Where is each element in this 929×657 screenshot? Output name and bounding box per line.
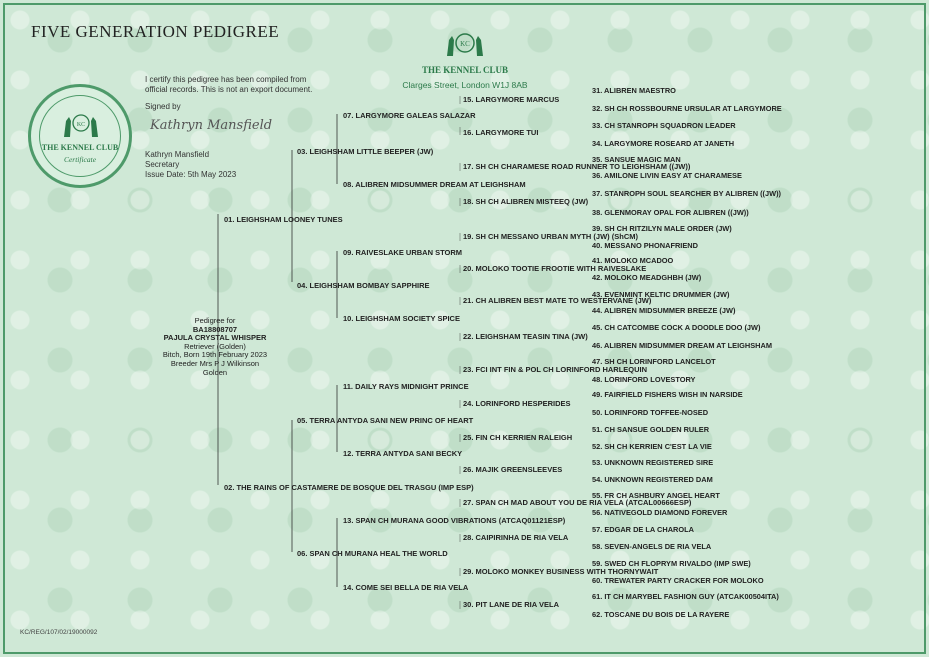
breeder: Breeder Mrs P J Wilkinson — [170, 358, 260, 368]
svg-text:KC: KC — [460, 40, 470, 48]
ancestor-39: 39. SH CH RITZILYN MALE ORDER (JW) — [592, 224, 732, 233]
ancestor-45: 45. CH CATCOMBE COCK A DOODLE DOO (JW) — [592, 323, 761, 332]
sex-dob: Bitch, Born 19th February 2023 — [162, 350, 268, 360]
signer-name: Kathryn Mansfield — [145, 150, 210, 159]
ancestor-23: 23. FCI INT FIN & POL CH LORINFORD HARLEQUIN — [463, 365, 648, 374]
ancestor-51: 51. CH SANSUE GOLDEN RULER — [592, 425, 710, 434]
sire: 01. LEIGHSHAM LOONEY TUNES — [224, 215, 343, 224]
ancestor-32: 32. SH CH ROSSBOURNE URSULAR AT LARGYMORE — [592, 104, 782, 113]
ancestor-33: 33. CH STANROPH SQUADRON LEADER — [592, 121, 736, 130]
form-serial: 000092 — [75, 629, 98, 636]
ancestor-22: 22. LEIGHSHAM TEASIN TINA (JW) — [463, 332, 588, 341]
ancestor-09: 09. RAIVESLAKE URBAN STORM — [343, 248, 463, 257]
ancestor-08: 08. ALIBREN MIDSUMMER DREAM AT LEIGHSHAM — [343, 180, 526, 189]
ancestor-26: 26. MAJIK GREENSLEEVES — [463, 465, 563, 474]
kennel-club-name: THE KENNEL CLUB — [421, 65, 509, 75]
seal-name: THE KENNEL CLUB — [41, 143, 119, 152]
ancestor-07: 07. LARGYMORE GALEAS SALAZAR — [343, 111, 476, 120]
dog-name: PAJULA CRYSTAL WHISPER — [163, 333, 267, 343]
ancestor-53: 53. UNKNOWN REGISTERED SIRE — [592, 458, 714, 467]
ancestor-48: 48. LORINFORD LOVESTORY — [592, 375, 696, 384]
ancestor-44: 44. ALIBREN MIDSUMMER BREEZE (JW) — [592, 306, 736, 315]
ancestor-61: 61. IT CH MARYBEL FASHION GUY (ATCAK00504ITA) — [592, 592, 779, 601]
ancestor-57: 57. EDGAR DE LA CHAROLA — [592, 525, 694, 534]
ancestor-36: 36. AMILONE LIVIN EASY AT CHARAMESE — [592, 171, 742, 180]
ancestor-17: 17. SH CH CHARAMESE ROAD RUNNER TO LEIGHSHAM ((JW)) — [463, 162, 691, 171]
ancestor-27: 27. SPAN CH MAD ABOUT YOU DE RIA VELA (ATCAL00666ESP) — [463, 498, 692, 507]
form-reference — [20, 629, 97, 636]
ancestor-29: 29. MOLOKO MONKEY BUSINESS WITH THORNYWAIT — [463, 567, 659, 576]
ancestor-31: 31. ALIBREN MAESTRO — [592, 86, 676, 95]
ancestor-24: 24. LORINFORD HESPERIDES — [463, 399, 571, 408]
issue-date: Issue Date: 5th May 2023 — [145, 170, 237, 179]
ancestor-25: 25. FIN CH KERRIEN RALEIGH — [463, 433, 573, 442]
dam: 02. THE RAINS OF CASTAMERE DE BOSQUE DEL TRASGU (IMP ESP) — [224, 483, 474, 492]
ancestor-20: 20. MOLOKO TOOTIE FROOTIE WITH RAIVESLAKE — [463, 264, 647, 273]
ancestor-42: 42. MOLOKO MEADGHBH (JW) — [592, 273, 702, 282]
ancestor-19: 19. SH CH MESSANO URBAN MYTH (JW) (ShCM) — [463, 232, 639, 241]
svg-text:KC: KC — [76, 122, 86, 128]
registration-number: BA18808707 — [192, 324, 238, 334]
ancestor-15: 15. LARGYMORE MARCUS — [463, 95, 560, 104]
breed: Retriever (Golden) — [184, 341, 246, 351]
ancestor-13: 13. SPAN CH MURANA GOOD VIBRATIONS (ATCAQ01121ESP) — [343, 516, 566, 525]
ancestor-56: 56. NATIVEGOLD DIAMOND FOREVER — [592, 508, 728, 517]
certification-statement: I certify this pedigree has been compiled from official records. This is not an export document. — [145, 75, 313, 94]
ancestor-30: 30. PIT LANE DE RIA VELA — [463, 600, 559, 609]
ancestor-34: 34. LARGYMORE ROSEARD AT JANETH — [592, 139, 735, 148]
ancestor-16: 16. LARGYMORE TUI — [463, 128, 539, 137]
ancestor-38: 38. GLENMORAY OPAL FOR ALIBREN ((JW)) — [592, 208, 749, 217]
form-code: KC/REG/107/02/19 — [20, 629, 76, 636]
ancestor-37: 37. STANROPH SOUL SEARCHER BY ALIBREN ((JW)) — [592, 189, 782, 198]
ancestor-50: 50. LORINFORD TOFFEE-NOSED — [592, 408, 709, 417]
subject-dog-info: Pedigree for BA18808707 PAJULA CRYSTAL WHISPER Retriever (Golden) Bitch, Born 19th February 2023 Breeder Mrs P J Wilkinson Golden — [140, 317, 290, 377]
ancestor-14: 14. COME SEI BELLA DE RIA VELA — [343, 583, 469, 592]
signature: Kathryn Mansfield — [150, 118, 273, 133]
ancestor-46: 46. ALIBREN MIDSUMMER DREAM AT LEIGHSHAM — [592, 341, 772, 350]
kennel-club-address: Clarges Street, London W1J 8AB — [402, 80, 528, 90]
paternal-granddam: 04. LEIGHSHAM BOMBAY SAPPHIRE — [297, 281, 430, 290]
ancestor-54: 54. UNKNOWN REGISTERED DAM — [592, 475, 713, 484]
ancestor-28: 28. CAIPIRINHA DE RIA VELA — [463, 533, 569, 542]
ancestor-62: 62. TOSCANE DU BOIS DE LA RAYERE — [592, 610, 730, 619]
signer-title: Secretary — [145, 160, 180, 169]
ancestor-59: 59. SWED CH FLOPRYM RIVALDO (IMP SWE) — [592, 559, 751, 568]
colour: Golden — [202, 367, 228, 377]
ancestor-58: 58. SEVEN-ANGELS DE RIA VELA — [592, 542, 712, 551]
ancestor-10: 10. LEIGHSHAM SOCIETY SPICE — [343, 314, 460, 323]
ancestor-49: 49. FAIRFIELD FISHERS WISH IN NARSIDE — [592, 390, 743, 399]
signed-by-label: Signed by — [145, 102, 181, 111]
seal-type: Certificate — [63, 155, 97, 164]
ancestor-21: 21. CH ALIBREN BEST MATE TO WESTERVANE (JW) — [463, 296, 652, 305]
ancestor-41: 41. MOLOKO MCADOO — [592, 256, 674, 265]
ancestor-43: 43. EVENMINT KELTIC DRUMMER (JW) — [592, 290, 730, 299]
paternal-grandsire: 03. LEIGHSHAM LITTLE BEEPER (JW) — [297, 147, 434, 156]
ancestor-35: 35. SANSUE MAGIC MAN — [592, 155, 681, 164]
ancestor-60: 60. TREWATER PARTY CRACKER FOR MOLOKO — [592, 576, 764, 585]
ancestor-47: 47. SH CH LORINFORD LANCELOT — [592, 357, 716, 366]
ancestor-18: 18. SH CH ALIBREN MISTEEQ (JW) — [463, 197, 589, 206]
page-title: FIVE GENERATION PEDIGREE — [31, 22, 280, 41]
maternal-granddam: 06. SPAN CH MURANA HEAL THE WORLD — [297, 549, 448, 558]
ancestor-40: 40. MESSANO PHONAFRIEND — [592, 241, 698, 250]
ancestor-55: 55. FR CH ASHBURY ANGEL HEART — [592, 491, 720, 500]
ancestor-11: 11. DAILY RAYS MIDNIGHT PRINCE — [343, 382, 469, 391]
maternal-grandsire: 05. TERRA ANTYDA SANI NEW PRINC OF HEART — [297, 416, 474, 425]
ancestor-12: 12. TERRA ANTYDA SANI BECKY — [343, 449, 463, 458]
ancestor-52: 52. SH CH KERRIEN C'EST LA VIE — [592, 442, 712, 451]
